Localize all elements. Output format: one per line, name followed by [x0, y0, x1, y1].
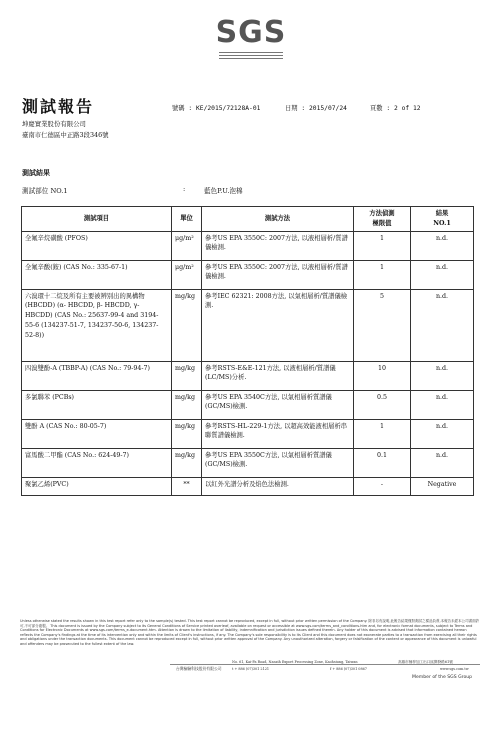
cell-unit: μg/m² [172, 260, 202, 289]
cell-unit: mg/kg [172, 419, 202, 448]
table-row [22, 419, 474, 448]
cell-result: n.d. [411, 231, 474, 260]
report-date-value: 2015/07/24 [308, 105, 347, 112]
footer-website: www.sgs.com.tw [440, 667, 469, 671]
table-row [22, 231, 474, 260]
test-part-value: 藍色P.U.泡棉 [204, 187, 243, 195]
table-row [22, 477, 474, 495]
table-row [22, 448, 474, 477]
client-address: 臺南市仁德區中正路3段346號 [22, 131, 109, 139]
footer-disclaimer: Unless otherwise stated the results shown in this test report refer only to the sample(s) tested. This test report cannot be reproduced, except in full, without prior written permission of the Company. 除非另有說明,此報告結果僅對測試之樣品負責,本報告未經本公司書面許可,不可部分複製。 This document is issued by the Company subject to its General Conditions of Service printed overleaf, available on request or accessible at www.sgs.com/terms_and_conditions.htm and, for electronic format documents, subject to Terms and Conditions for Electronic Documents at www.sgs.com/terms_e-document.htm. Attention is drawn to the limitation of liability, indemnification and jurisdiction issues defined therein. Any holder of this document is advised that information contained hereon reflects the Company's findings at the time of its intervention only and within the limits of Client's instructions, if any. The Company's sole responsibility is to its Client and this document does not exonerate parties to a transaction from exercising all their rights and obligations under the transaction documents. This document cannot be reproduced except in full, without prior written approval of the Company. Any unauthorized alteration, forgery or falsification of the content or appearance of this document is unlawful and offenders may be prosecuted to the fullest extent of the law. [20, 619, 480, 646]
footer-address: No. 61, Kai-Fa Road, Nanzih Export Processing Zone, Kaohsiung, Taiwan [232, 660, 358, 664]
cell-mdl: 0.5 [354, 390, 411, 419]
report-date [285, 103, 347, 112]
cell-result: n.d. [411, 419, 474, 448]
report-number [172, 103, 260, 112]
footer-company: 台灣檢驗科技股份有限公司 [176, 666, 222, 671]
client-company: 坤慶實業股份有限公司 [22, 120, 86, 128]
header-result-line2: NO.1 [433, 219, 451, 227]
table-header-row [22, 207, 474, 232]
cell-item: 六溴環十二烷及所有主要被辨別出的異構物 (HBCDD) (α- HBCDD, β- HBCDD, γ- HBCDD) (CAS No.: 25637-99-4 and 3194-55-6 (134237-51-7, 134237-50-6, 134237-52-8)) [22, 289, 172, 361]
cell-result: Negative [411, 477, 474, 495]
cell-mdl: 10 [354, 361, 411, 390]
header-mdl [354, 207, 411, 232]
cell-result: n.d. [411, 289, 474, 361]
results-table [21, 206, 474, 496]
section-title: 測試結果 [22, 168, 50, 177]
cell-result: n.d. [411, 390, 474, 419]
logo-rule [219, 52, 283, 53]
cell-item: 富馬酸二甲酯 (CAS No.: 624-49-7) [22, 448, 172, 477]
cell-result: n.d. [411, 448, 474, 477]
page-title: 測試報告 [22, 97, 95, 116]
header-method: 測試方法 [202, 207, 354, 232]
page-number-label: 頁數 : [370, 105, 391, 112]
table-row [22, 289, 474, 361]
cell-mdl: 1 [354, 231, 411, 260]
cell-mdl: 0.1 [354, 448, 411, 477]
cell-item: 聚氯乙烯(PVC) [22, 477, 172, 495]
footer-fax: f + 886 (07)301 0867 [330, 667, 367, 671]
cell-unit: ** [172, 477, 202, 495]
header-unit: 單位 [172, 207, 202, 232]
header-mdl-line1: 方法偵測 [369, 210, 395, 217]
report-number-label: 號碼 : [172, 105, 193, 112]
cell-method: 參考RSTS-E&E-121方法, 以液相層析/質譜儀(LC/MS)分析. [202, 361, 354, 390]
header-result [411, 207, 474, 232]
cell-method: 參考US EPA 3550C: 2007方法, 以液相層析/質譜儀檢測. [202, 231, 354, 260]
table-row [22, 390, 474, 419]
logo-rule [219, 55, 283, 56]
table-row [22, 361, 474, 390]
cell-result: n.d. [411, 260, 474, 289]
table-row [22, 260, 474, 289]
cell-method: 參考IEC 62321: 2008方法, 以氣相層析/質譜儀檢測. [202, 289, 354, 361]
header-item: 測試項目 [22, 207, 172, 232]
report-number-value: KE/2015/72128A-01 [195, 105, 261, 112]
cell-item: 雙酚 A (CAS No.: 80-05-7) [22, 419, 172, 448]
cell-unit: mg/kg [172, 390, 202, 419]
cell-method: 以紅外光譜分析及焰色法檢測. [202, 477, 354, 495]
test-part-label: 測試部位 NO.1 [22, 187, 68, 195]
test-part-colon: : [183, 185, 186, 193]
footer-address-cn: 高雄市楠梓加工出口區開發路61號 [398, 660, 453, 664]
cell-mdl: 1 [354, 419, 411, 448]
cell-item: 全氟辛烷磺酸 (PFOS) [22, 231, 172, 260]
cell-method: 參考US EPA 3540C方法, 以氣相層析質譜儀(GC/MS)檢測. [202, 390, 354, 419]
footer-member: Member of the SGS Group [412, 675, 473, 680]
header-result-line1: 結果 [435, 210, 449, 217]
cell-result: n.d. [411, 361, 474, 390]
page-number [370, 103, 421, 112]
logo-rule [219, 58, 283, 59]
cell-unit: mg/kg [172, 361, 202, 390]
cell-method: 參考US EPA 3550C: 2007方法, 以液相層析/質譜儀檢測. [202, 260, 354, 289]
cell-item: 多氯聯苯 (PCBs) [22, 390, 172, 419]
cell-mdl: 5 [354, 289, 411, 361]
cell-unit: mg/kg [172, 448, 202, 477]
footer-tel: t + 886 (07)301 2121 [232, 667, 270, 671]
cell-item: 全氟辛酸(銨) (CAS No.: 335-67-1) [22, 260, 172, 289]
page-number-value: 2 of 12 [393, 105, 421, 112]
cell-unit: μg/m² [172, 231, 202, 260]
cell-unit: mg/kg [172, 289, 202, 361]
header-mdl-line2: 極限值 [372, 219, 392, 227]
cell-item: 四溴雙酚-A (TBBP-A) (CAS No.: 79-94-7) [22, 361, 172, 390]
cell-method: 參考RSTS-HL-229-1方法, 以超高效能液相層析串聯質譜儀檢測. [202, 419, 354, 448]
cell-method: 參考US EPA 3550C方法, 以氣相層析質譜儀(GC/MS)檢測. [202, 448, 354, 477]
cell-mdl: 1 [354, 260, 411, 289]
logo-text: SGS [215, 15, 287, 50]
report-date-label: 日期 : [285, 105, 306, 112]
cell-mdl: - [354, 477, 411, 495]
sgs-logo [211, 16, 291, 52]
